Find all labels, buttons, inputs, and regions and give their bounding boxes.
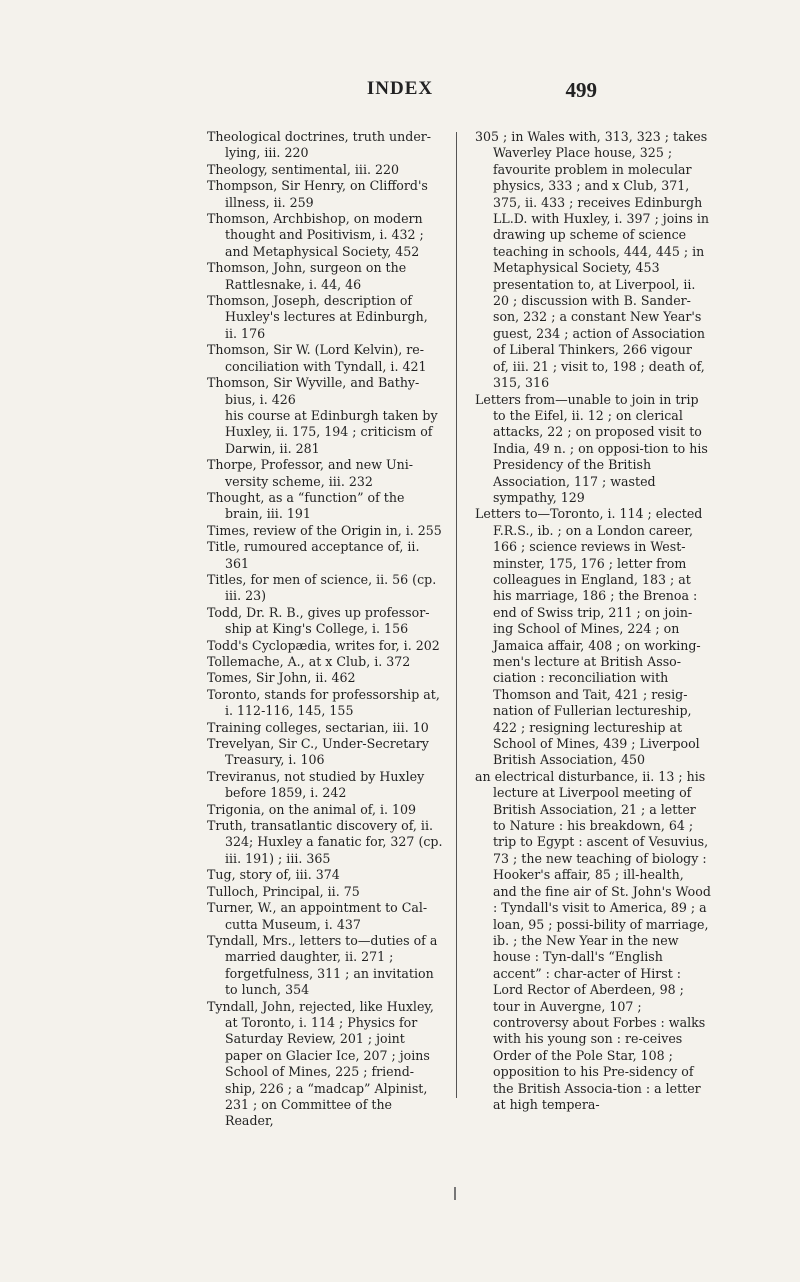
- index-entry: Thought, as a “function” of the brain, iii. 191: [207, 489, 405, 522]
- index-entry-continued: 305 ; in Wales with, 313, 323 ; takes Waverley Place house, 325 ; favourite problem in molecular physics, 333 ; and x Club, 371, 375, ii. 433 ; receives Edinburgh LL.D. with Huxley, i. 397 ; joins in drawing up scheme of science teaching in schools, 444, 445 ; in Metaphysical Society, 453 presentation to, at Liverpool, ii. 20 ; discussion with B. Sander-son, 232 ; a constant New Year's guest, 234 ; action of Association of Liberal Thinkers, 266 vigour of, iii. 21 ; visit to, 198 ; death of, 315, 316: [475, 129, 710, 391]
- running-head: INDEX: [366, 78, 434, 99]
- index-entry: Turner, W., an appointment to Cal-cutta Museum, i. 437: [207, 900, 428, 932]
- index-entry: Trigonia, on the animal of, i. 109: [207, 801, 417, 817]
- index-entry: Tomes, Sir John, ii. 462: [207, 670, 356, 686]
- index-entry: Truth, transatlantic discovery of, ii. 324; Huxley a fanatic for, 327 (cp. iii. 191) ; iii. 365: [207, 818, 443, 866]
- index-entry: Tulloch, Principal, ii. 75: [207, 883, 360, 899]
- index-entry: Todd, Dr. R. B., gives up professor-ship at King's College, i. 156: [207, 604, 430, 637]
- index-entry: Toronto, stands for professorship at, i. 112-116, 145, 155: [207, 686, 440, 719]
- index-entry: Thomson, Archbishop, on modern thought and Positivism, i. 432 ; and Metaphysical Society, 452: [207, 211, 424, 259]
- index-entry: Treviranus, not studied by Huxley before 1859, i. 242: [207, 768, 425, 801]
- footer-mark: [454, 1187, 456, 1200]
- index-entry: Thomson, John, surgeon on the Rattlesnake, i. 44, 46: [207, 260, 407, 292]
- index-entry: Thompson, Sir Henry, on Clifford's illness, ii. 259: [207, 178, 428, 210]
- index-column-left: [207, 129, 443, 1130]
- index-entry: Thomson, Joseph, description of Huxley's lectures at Edinburgh, ii. 176: [207, 293, 428, 341]
- index-column-right: [475, 129, 711, 1113]
- index-subentry: his course at Edinburgh taken by Huxley, ii. 175, 194 ; criticism of Darwin, ii. 281: [225, 407, 438, 456]
- page-number: 499: [565, 78, 597, 102]
- index-entry: Trevelyan, Sir C., Under-Secretary Treasury, i. 106: [207, 736, 429, 768]
- index-entry: Theology, sentimental, iii. 220: [207, 161, 400, 177]
- index-entry: Thorpe, Professor, and new Uni-versity scheme, iii. 232: [207, 457, 414, 489]
- index-entry: Training colleges, sectarian, iii. 10: [207, 719, 429, 735]
- index-entry: Times, review of the Origin in, i. 255: [207, 522, 442, 538]
- index-entry: Tyndall, John, rejected, like Huxley, at Toronto, i. 114 ; Physics for Saturday Review, 201 ; joint paper on Glacier Ice, 207 ; joins School of Mines, 225 ; friend-ship, 226 ; a “madcap” Alpinist, 231 ; on Committee of the Reader,: [207, 998, 434, 1129]
- column-divider: [456, 132, 457, 1098]
- index-entry: Thomson, Sir W. (Lord Kelvin), re-conciliation with Tyndall, i. 421: [207, 342, 427, 374]
- index-entry: Tyndall, Mrs., letters to—duties of a married daughter, ii. 271 ; forgetfulness, 311 ; an invitation to lunch, 354: [207, 932, 438, 998]
- index-entry: Todd's Cyclopædia, writes for, i. 202: [207, 637, 440, 653]
- index-entry: Thomson, Sir Wyville, and Bathy-bius, i. 426: [207, 375, 420, 407]
- page-header: [0, 78, 800, 108]
- index-entry: Title, rumoured acceptance of, ii. 361: [207, 539, 420, 571]
- index-subentry: Letters to—Toronto, i. 114 ; elected F.R.S., ib. ; on a London career, 166 ; science reviews in West-minster, 175, 176 ; letter from colleagues in England, 183 ; at his marriage, 186 ; the Brenoa : end of Swiss trip, 211 ; on join-ing School of Mines, 224 ; on Jamaica affair, 408 ; on working-men's lecture at British Asso-ciation : reconciliation with Thomson and Tait, 421 ; resig-nation of Fullerian lectureship, 422 ; resigning lectureship at School of Mines, 439 ; Liverpool British Association, 450: [475, 506, 703, 768]
- index-entry: Tug, story of, iii. 374: [207, 867, 340, 883]
- index-subentry: an electrical disturbance, ii. 13 ; his lecture at Liverpool meeting of British Association, 21 ; a letter to Nature : his breakdown, 64 ; trip to Egypt : ascent of Vesuvius, 73 ; the new teaching of biology : Hooker's affair, 85 ; ill-health, and the fine air of St. John's Wood : Tyndall's visit to America, 89 ; a loan, 95 ; possi-bility of marriage, ib. ; the New Year in the new house : Tyn-dall's “English accent” : char-acter of Hirst : Lord Rector of Aberdeen, 98 ; tour in Auvergne, 107 ; controversy about Forbes : walks with his young son : re-ceives Order of the Pole Star, 108 ; opposition to his Pre-sidency of the British Associa-tion : a letter at high tempera-: [475, 768, 711, 1112]
- index-entry: Theological doctrines, truth under-lying, iii. 220: [207, 129, 432, 161]
- index-entry: Titles, for men of science, ii. 56 (cp. iii. 23): [207, 571, 437, 604]
- index-subentry: Letters from—unable to join in trip to the Eifel, ii. 12 ; on clerical attacks, 22 ; on proposed visit to India, 49 n. ; on opposi-tion to his Presidency of the British Association, 117 ; wasted sympathy, 129: [475, 391, 708, 505]
- index-entry: Tollemache, A., at x Club, i. 372: [207, 654, 411, 669]
